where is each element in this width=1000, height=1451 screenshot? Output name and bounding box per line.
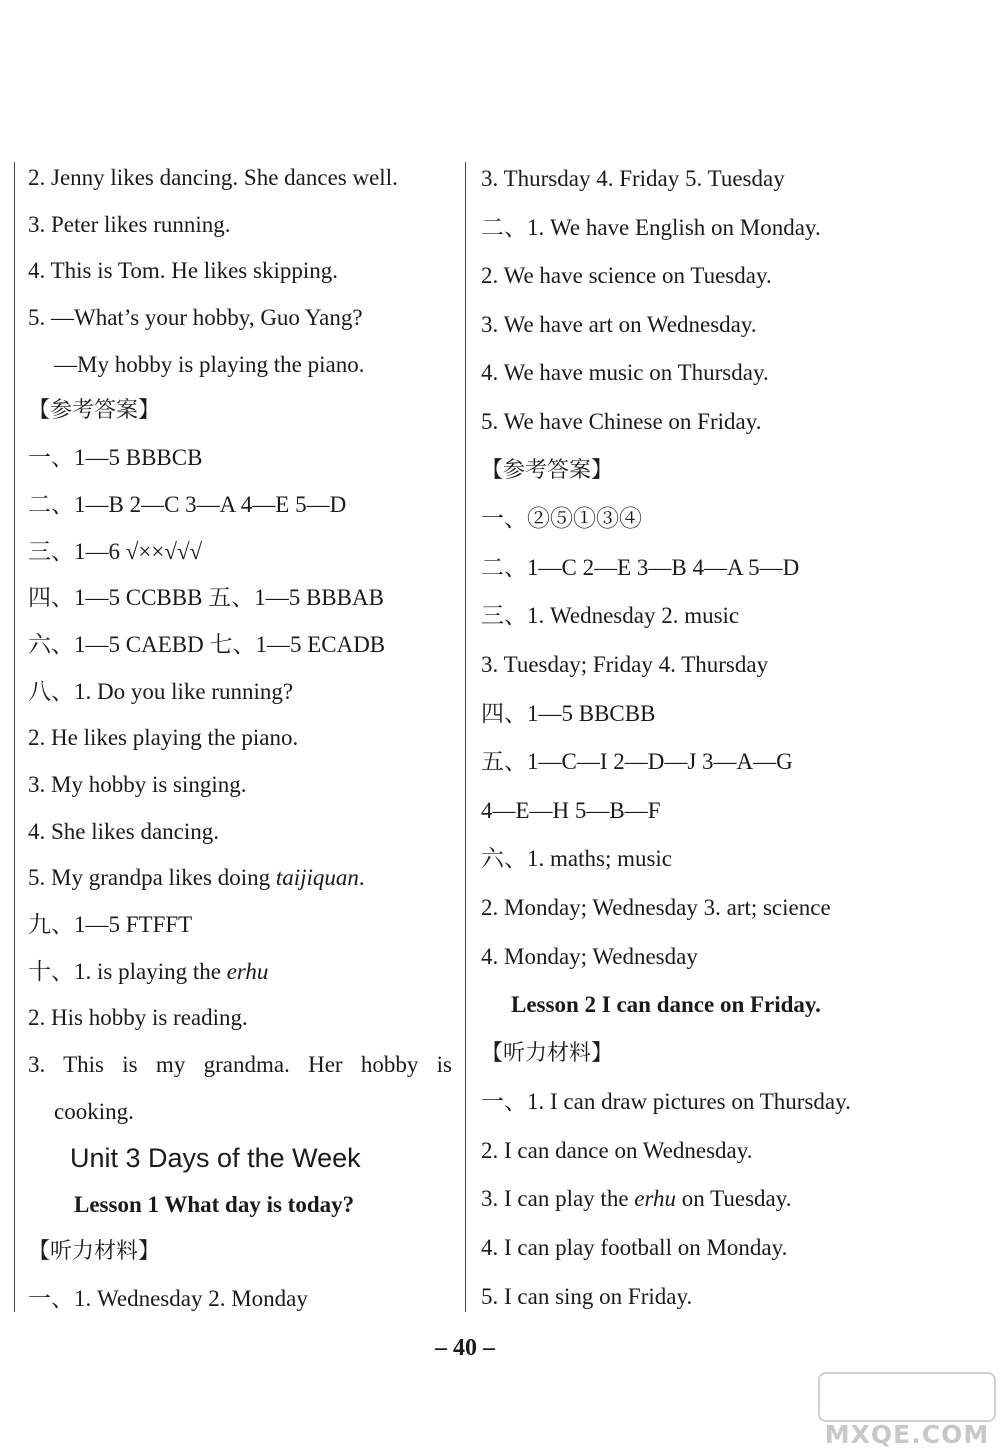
- text-line: 5. We have Chinese on Friday.: [481, 408, 762, 434]
- text-line: 二、1. We have English on Monday.: [481, 214, 821, 240]
- text-line: 4. We have music on Thursday.: [481, 360, 769, 386]
- text-line: 三、1—6 √××√√√: [28, 538, 203, 564]
- text-line: 4. This is Tom. He likes skipping.: [28, 258, 338, 284]
- text-line: 2. Jenny likes dancing. She dances well.: [28, 165, 398, 190]
- text-line: 一、②⑤①③④: [481, 506, 642, 532]
- section-heading: 【听力材料】: [28, 1239, 161, 1265]
- text-line: 2. Monday; Wednesday 3. art; science: [481, 894, 831, 920]
- text-line: [481, 1175, 896, 1224]
- text-line: 3. Tuesday; Friday 4. Thursday: [481, 651, 769, 677]
- text-line: [28, 855, 452, 902]
- text-line: 八、1. Do you like running?: [28, 678, 294, 704]
- text-line: cooking.: [54, 1098, 134, 1124]
- watermark-logo: [818, 1372, 996, 1448]
- page-number: – 40 –: [435, 1335, 495, 1361]
- text-segment: on Tuesday.: [676, 1186, 792, 1212]
- center-column-rule: [465, 162, 466, 1312]
- left-column-rule: [14, 162, 15, 1312]
- text-line: 二、1—C 2—E 3—B 4—A 5—D: [481, 554, 800, 580]
- lesson-title: Lesson 2 I can dance on Friday.: [511, 992, 821, 1018]
- text-line: 4—E—H 5—B—F: [481, 797, 661, 823]
- text-line: 一、1—5 BBBCB: [28, 445, 203, 471]
- text-segment: 3. I can play the: [481, 1186, 635, 1212]
- text-segment: .: [358, 865, 365, 891]
- right-column: [481, 155, 896, 1321]
- text-line: 3. This is my grandma. Her hobby is: [28, 1052, 452, 1078]
- text-line: 五、1—C—I 2—D—J 3—A—G: [481, 749, 793, 775]
- text-line: 4. I can play football on Monday.: [481, 1235, 788, 1261]
- text-line: —My hobby is playing the piano.: [54, 351, 365, 377]
- text-line: 3. We have art on Wednesday.: [481, 311, 757, 337]
- text-line: 二、1—B 2—C 3—A 4—E 5—D: [28, 491, 347, 517]
- section-heading: 【参考答案】: [481, 457, 614, 483]
- text-segment: 十、1. is playing the: [28, 958, 227, 984]
- text-line: 一、1. I can draw pictures on Thursday.: [481, 1089, 851, 1115]
- text-line: 4. Monday; Wednesday: [481, 943, 698, 969]
- text-line: 4. She likes dancing.: [28, 818, 219, 844]
- text-line: 3. Thursday 4. Friday 5. Tuesday: [481, 166, 785, 191]
- watermark-seal-icon: [818, 1372, 996, 1422]
- text-line: 3. My hobby is singing.: [28, 771, 247, 797]
- text-line: 5. I can sing on Friday.: [481, 1283, 693, 1309]
- text-line: 六、1. maths; music: [481, 846, 673, 872]
- text-line: 2. His hobby is reading.: [28, 1005, 248, 1031]
- watermark-site-text: MXQE.COM: [824, 1420, 990, 1449]
- section-heading: 【听力材料】: [481, 1040, 614, 1066]
- text-line: 5. —What’s your hobby, Guo Yang?: [28, 305, 363, 331]
- text-line: [28, 949, 452, 996]
- text-line: 四、1—5 CCBBB 五、1—5 BBBAB: [28, 585, 384, 611]
- text-line: 九、1—5 FTFFT: [28, 912, 193, 937]
- text-line: 3. Peter likes running.: [28, 211, 231, 237]
- text-line: 2. I can dance on Wednesday.: [481, 1137, 753, 1163]
- section-heading: 【参考答案】: [28, 398, 161, 424]
- text-line: 一、1. Wednesday 2. Monday: [28, 1285, 308, 1311]
- lesson-title: Lesson 1 What day is today?: [74, 1192, 355, 1218]
- text-line: 2. We have science on Tuesday.: [481, 263, 772, 289]
- text-line: 四、1—5 BBCBB: [481, 700, 656, 726]
- text-line: 2. He likes playing the piano.: [28, 725, 299, 751]
- italic-term: erhu: [226, 958, 269, 984]
- italic-term: erhu: [634, 1186, 677, 1212]
- text-line: 六、1—5 CAEBD 七、1—5 ECADB: [28, 631, 386, 657]
- left-column: [28, 155, 452, 1323]
- text-line: 三、1. Wednesday 2. music: [481, 603, 740, 629]
- text-segment: 5. My grandpa likes doing: [28, 865, 276, 891]
- italic-term: taijiquan: [275, 865, 359, 891]
- unit-title: Unit 3 Days of the Week: [70, 1143, 361, 1174]
